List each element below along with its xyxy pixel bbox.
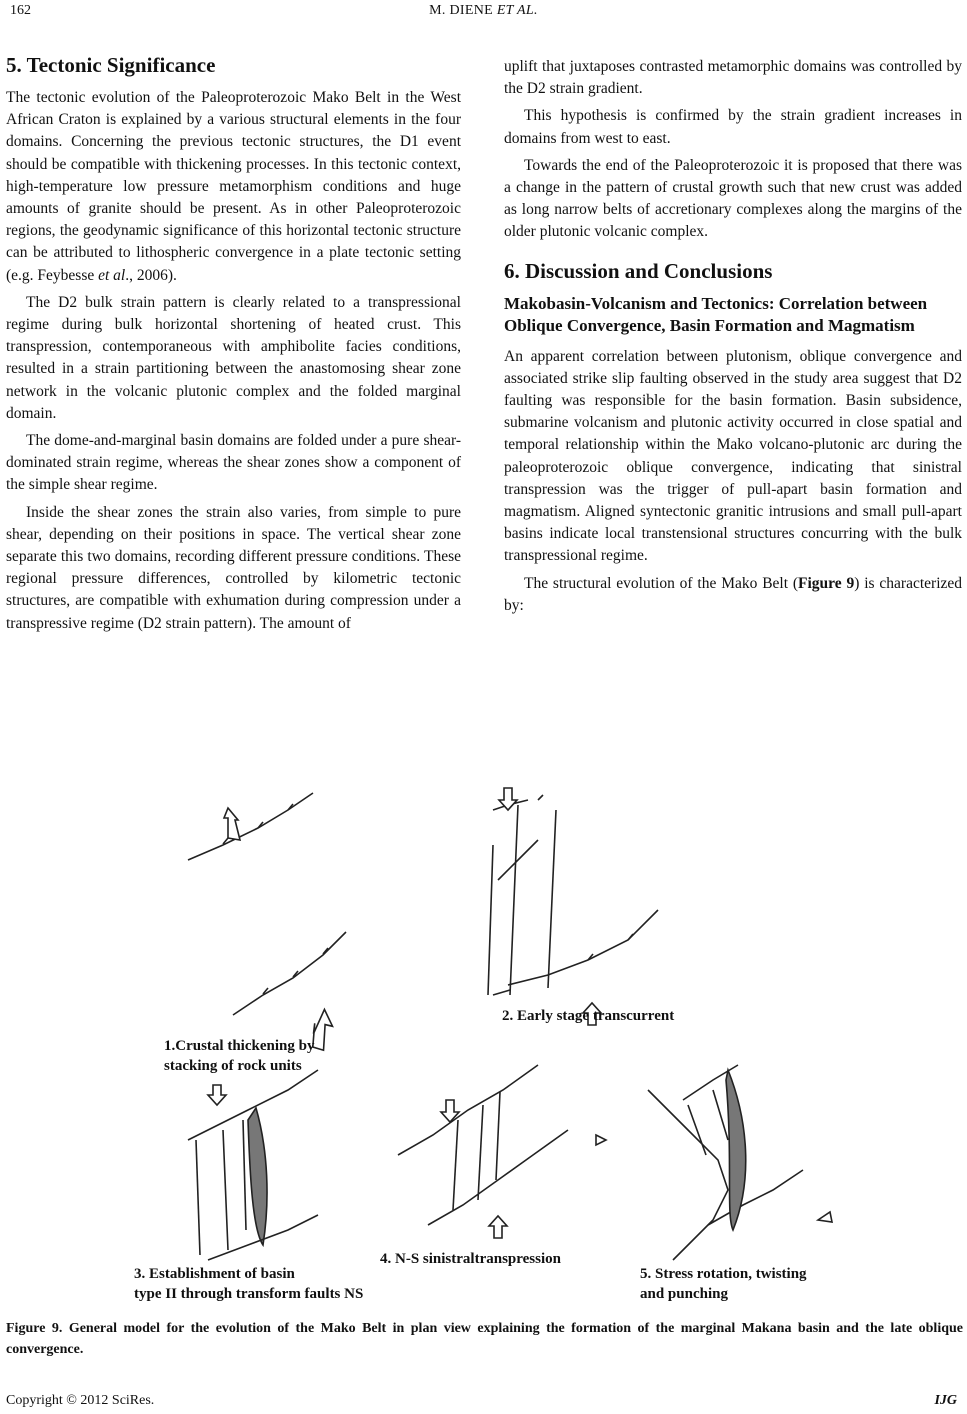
subsection-heading: Makobasin-Volcanism and Tectonics: Correlation between Oblique Convergence, Basin Formation and Magmatism	[504, 293, 928, 335]
figure-9-diagram	[128, 760, 848, 1305]
panel-2-early-transcurrent	[488, 788, 658, 1025]
figure-label-5b: and punching	[640, 1286, 728, 1302]
figure-label-1b: stacking of rock units	[164, 1058, 302, 1074]
figure-caption: Figure 9. General model for the evolution of the Mako Belt in plan view explaining the formation of the marginal Makana basin and the late oblique convergence.	[6, 1321, 963, 1357]
running-title-etal: ET AL.	[496, 3, 538, 18]
paragraph: The dome-and-marginal basin domains are folded under a pure shear-dominated strain regime, whereas the shear zones show a component of the simple shear regime.	[6, 432, 461, 494]
figure-label-3a: 3. Establishment of basin	[134, 1266, 295, 1282]
paragraph: uplift that juxtaposes contrasted metamorphic domains was controlled by the D2 strain gradient.	[504, 58, 962, 98]
paragraph: Inside the shear zones the strain also varies, from simple to pure shear, depending on their positions in space. The vertical shear zone separate this two domains, recording different pressure conditions. These regional pressure differences, controlled by kilometric tectonic structures, are compatible with exhumation during compression under a transpressive regime (D2 strain pattern). The amount of	[6, 503, 461, 632]
figure-label-2: 2. Early stage transcurrent	[502, 1008, 675, 1024]
panel-3-basin	[188, 1070, 318, 1260]
figure-reference-link[interactable]: Figure 9	[798, 574, 855, 592]
section-heading-tectonic-significance: 5. Tectonic Significance	[6, 53, 216, 77]
page-number: 162	[10, 3, 31, 18]
paragraph: The D2 bulk strain pattern is clearly related to a transpressional regime during bulk horizontal shortening of heated crust. This transpression, contemporaneous with amphibolite facies conditions, resulted in a strain partitioning between the anastomosing shear zone network in the volcanic plutonic complex and the folded marginal domain.	[6, 293, 461, 422]
figure-label-4: 4. N-S sinistraltranspression	[380, 1251, 561, 1267]
panel-5-stress-rotation	[648, 1065, 832, 1260]
paragraph: An apparent correlation between plutonism, oblique convergence and associated strike slip faulting observed in the study area suggest that D2 faulting was responsible for the basin formation. Basin subsidence, submarine volcanism and plutonic activity occurred in close spatial and temporal relationship within the Mako volcano-plutonic arc during the paleoproterozoic oblique convergence, indicating that sinistral transpression was the trigger of pull-apart basin formation and magmatism. Aligned syntectonic granitic intrusions and small pull-apart basins indicate local transtensional structures concurring with the bulk transpressional regime.	[504, 347, 962, 565]
paragraph: The structural evolution of the Mako Belt (Figure 9) is characterized by:	[504, 574, 963, 614]
footer-copyright: Copyright © 2012 SciRes.	[6, 1393, 155, 1408]
section-heading-discussion: 6. Discussion and Conclusions	[504, 258, 773, 283]
paragraph: This hypothesis is confirmed by the strain gradient increases in domains from west to east.	[504, 107, 962, 147]
figure-label-1a: 1.Crustal thickening by	[164, 1038, 315, 1054]
paragraph: Towards the end of the Paleoproterozoic it is proposed that there was a change in the pattern of crustal growth such that new crust was added as long narrow belts of accretionary complexes along the margins of the older plutonic volcanic complex.	[504, 156, 962, 241]
citation-etal: et al	[98, 266, 126, 284]
right-column	[504, 56, 962, 617]
running-title-author: M. DIENE	[429, 3, 494, 18]
left-column	[6, 52, 461, 635]
paragraph: The tectonic evolution of the Paleoproterozoic Mako Belt in the West African Craton is explained by a various structural elements in the four domains. Concerning the previous tectonic structures, the D1 event should be compatible with thickening processes. In this tectonic context, high-temperature low pressure metamorphism conditions and huge amounts of granite should be present. As in other Paleoproterozoic regions, the geodynamic significance of this horizontal tectonic structure can be attributed to lithospheric convergence in a plate tectonic setting (e.g. Feybesse et al., 2006).	[6, 89, 461, 284]
figure-label-5a: 5. Stress rotation, twisting	[640, 1266, 807, 1282]
panel-1-crustal-thickening	[188, 793, 346, 1052]
footer-journal: IJG	[934, 1393, 957, 1408]
panel-4-sinistral-transpression	[398, 1065, 606, 1238]
running-title	[0, 3, 967, 19]
figure-label-3b: type II through transform faults NS	[134, 1286, 364, 1302]
